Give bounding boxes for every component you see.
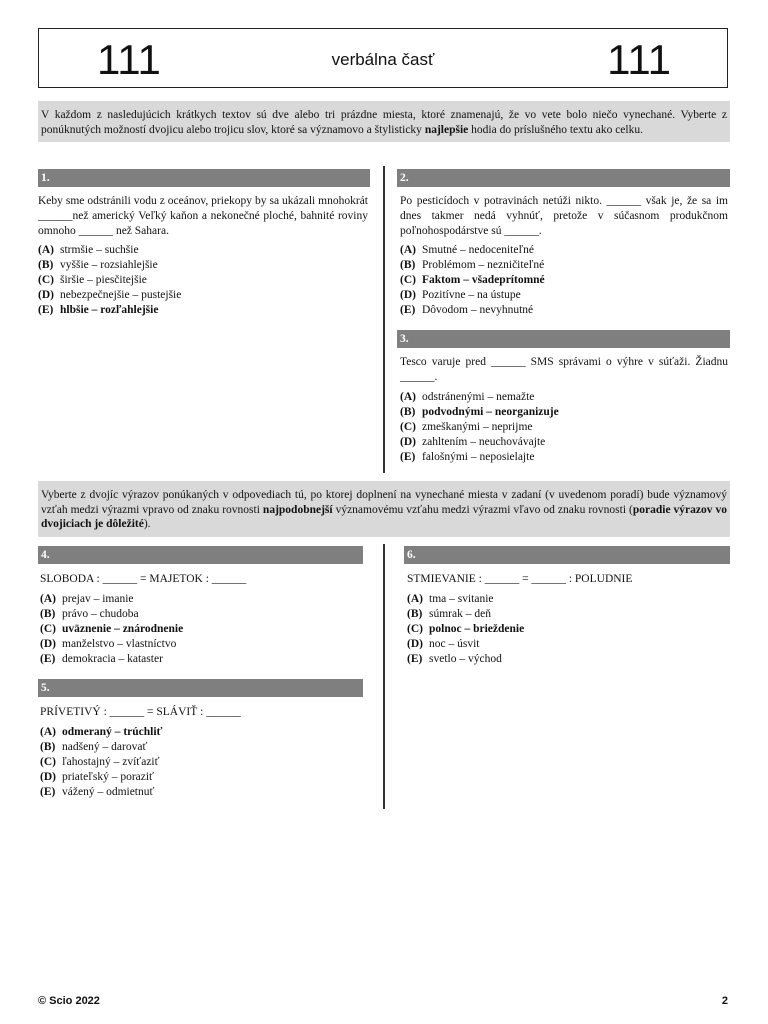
option-text: hlbšie – rozľahlejšie	[60, 304, 159, 316]
instruction-box-analogies	[38, 481, 730, 537]
option-text: zmeškanými – neprijme	[422, 421, 533, 433]
emphasized-text: najlepšie	[424, 123, 469, 136]
answer-option	[407, 607, 524, 622]
instruction-text: Vyberte z dvojíc výrazov ponúkaných v odpovediach tú, po ktorej doplnení na vynechané miesta v zadaní (v uvedenom poradí) bude významový vzťah medzi výrazmi vpravo od znaku rovnosti	[41, 489, 727, 516]
option-label: (E)	[400, 451, 416, 463]
answer-option	[400, 273, 545, 288]
question-header-4: 4.	[38, 546, 363, 564]
answer-option	[400, 435, 559, 450]
question-text-6: STMIEVANIE : ______ = ______ : POLUDNIE	[407, 573, 633, 585]
answer-option	[400, 243, 545, 258]
option-label: (D)	[40, 638, 56, 650]
instruction-text: V každom z nasledujúcich krátkych textov sú dve alebo tri prázdne miesta, ktoré znamenajú, že vo vete bolo niečo vynechané. Vyberte z ponúknutých možností dvojicu alebo trojicu slov, ktoré sa významovo a štylisticky	[41, 109, 727, 136]
option-text: širšie – piesčitejšie	[60, 274, 147, 286]
question-header-1: 1.	[38, 169, 370, 187]
answer-option	[407, 637, 524, 652]
option-label: (E)	[40, 786, 56, 798]
option-label: (E)	[407, 653, 423, 665]
option-text: tma – svitanie	[429, 593, 494, 605]
option-label: (D)	[40, 771, 56, 783]
option-label: (C)	[40, 756, 56, 768]
option-text: prejav – imanie	[62, 593, 134, 605]
option-label: (B)	[400, 406, 416, 418]
answer-option	[38, 288, 181, 303]
answer-option	[400, 405, 559, 420]
instruction-text: hodia do príslušného textu ako celku.	[468, 123, 643, 136]
option-text: Dôvodom – nevyhnutné	[422, 304, 534, 316]
option-text: vážený – odmietnuť	[62, 786, 155, 798]
option-text: manželstvo – vlastníctvo	[62, 638, 177, 650]
page-number: 2	[721, 995, 728, 1007]
answer-option	[400, 288, 545, 303]
answer-option	[407, 652, 524, 667]
option-label: (B)	[407, 608, 423, 620]
answer-option	[400, 450, 559, 465]
option-text: ľahostajný – zvíťaziť	[62, 756, 160, 768]
option-label: (D)	[407, 638, 423, 650]
question-text-2: Po pesticídoch v potravinách netúži nikto. ______ však je, že sa im dnes takmer nedá vyhnúť, pretože v súčasnom produkčnom poľnohospodárstve sú ______.	[400, 195, 728, 237]
option-text: podvodnými – neorganizuje	[422, 406, 559, 418]
option-text: falošnými – neposielajte	[422, 451, 535, 463]
option-label: (A)	[38, 244, 54, 256]
option-label: (A)	[407, 593, 423, 605]
question-text-5: PRÍVETIVÝ : ______ = SLÁVIŤ : ______	[40, 706, 241, 718]
option-text: Faktom – všadeprítomné	[422, 274, 545, 286]
answer-option	[400, 420, 559, 435]
option-text: svetlo – východ	[429, 653, 502, 665]
option-text: Smutné – nedoceniteľné	[422, 244, 534, 256]
options-list-6	[407, 592, 524, 667]
answer-option	[40, 592, 183, 607]
option-text: vyššie – rozsiahlejšie	[60, 259, 158, 271]
column-divider	[383, 166, 385, 473]
option-label: (C)	[400, 421, 416, 433]
page-header	[38, 28, 728, 88]
question-header-2: 2.	[397, 169, 730, 187]
answer-option	[400, 303, 545, 318]
option-label: (D)	[400, 436, 416, 448]
answer-option	[40, 652, 183, 667]
section-title: verbálna časť	[331, 50, 435, 69]
option-label: (B)	[40, 608, 56, 620]
option-label: (E)	[40, 653, 56, 665]
answer-option	[40, 607, 183, 622]
question-header-5: 5.	[38, 679, 363, 697]
answer-option	[40, 637, 183, 652]
answer-option	[40, 770, 163, 785]
option-text: nebezpečnejšie – pustejšie	[60, 289, 182, 301]
option-text: Problémom – nezničiteľné	[422, 259, 545, 271]
option-label: (C)	[40, 623, 56, 635]
answer-option	[40, 740, 163, 755]
option-label: (C)	[38, 274, 54, 286]
test-number-right: 111	[607, 36, 671, 83]
option-label: (B)	[38, 259, 54, 271]
options-list-2	[400, 243, 545, 318]
options-list-1	[38, 243, 181, 318]
option-label: (E)	[38, 304, 54, 316]
option-text: demokracia – kataster	[62, 653, 163, 665]
option-text: strmšie – suchšie	[60, 244, 139, 256]
option-label: (A)	[400, 391, 416, 403]
answer-option	[400, 258, 545, 273]
test-number-left: 111	[97, 36, 161, 83]
options-list-4	[40, 592, 183, 667]
answer-option	[400, 390, 559, 405]
answer-option	[40, 622, 183, 637]
emphasized-text: poradie výrazov vo dvojiciach je dôležité	[41, 503, 727, 530]
option-label: (A)	[40, 726, 56, 738]
column-divider	[383, 544, 385, 809]
answer-option	[40, 725, 163, 740]
option-label: (B)	[40, 741, 56, 753]
emphasized-text: najpodobnejší	[262, 503, 333, 516]
option-label: (E)	[400, 304, 416, 316]
question-header-3: 3.	[397, 330, 730, 348]
option-text: priateľský – poraziť	[62, 771, 154, 783]
option-text: odmeraný – trúchliť	[62, 726, 163, 738]
answer-option	[38, 243, 181, 258]
option-text: polnoc – brieždenie	[429, 623, 525, 635]
option-label: (D)	[38, 289, 54, 301]
option-text: noc – úsvit	[429, 638, 480, 650]
option-label: (C)	[400, 274, 416, 286]
option-label: (A)	[40, 593, 56, 605]
question-text-4: SLOBODA : ______ = MAJETOK : ______	[40, 573, 247, 585]
option-text: odstránenými – nemažte	[422, 391, 535, 403]
option-text: súmrak – deň	[429, 608, 491, 620]
answer-option	[40, 785, 163, 800]
copyright-notice: © Scio 2022	[38, 995, 100, 1007]
option-text: právo – chudoba	[62, 608, 139, 620]
answer-option	[38, 273, 181, 288]
instruction-box-sentence-completion	[38, 101, 730, 142]
question-text-1: Keby sme odstránili vodu z oceánov, priekopy by sa ukázali mnohokrát ______než americký Veľký kaňon a nekonečné ploché, bahnité roviny omnoho ______ než Sahara.	[38, 195, 368, 237]
option-label: (B)	[400, 259, 416, 271]
options-list-3	[400, 390, 559, 465]
question-text-3: Tesco varuje pred ______ SMS správami o výhre v súťaži. Žiadnu ______.	[400, 356, 728, 383]
option-label: (A)	[400, 244, 416, 256]
options-list-5	[40, 725, 163, 800]
option-label: (D)	[400, 289, 416, 301]
option-text: nadšený – darovať	[62, 741, 148, 753]
option-text: uväznenie – znárodnenie	[62, 623, 184, 635]
answer-option	[38, 258, 181, 273]
option-text: Pozitívne – na ústupe	[422, 289, 521, 301]
option-label: (C)	[407, 623, 423, 635]
instruction-text: ).	[143, 518, 151, 530]
answer-option	[407, 622, 524, 637]
option-text: zahltením – neuchovávajte	[422, 436, 546, 448]
question-header-6: 6.	[404, 546, 730, 564]
instruction-text: významovému vzťahu medzi výrazmi vľavo od znaku rovnosti (	[332, 503, 633, 516]
answer-option	[40, 755, 163, 770]
answer-option	[407, 592, 524, 607]
answer-option	[38, 303, 181, 318]
